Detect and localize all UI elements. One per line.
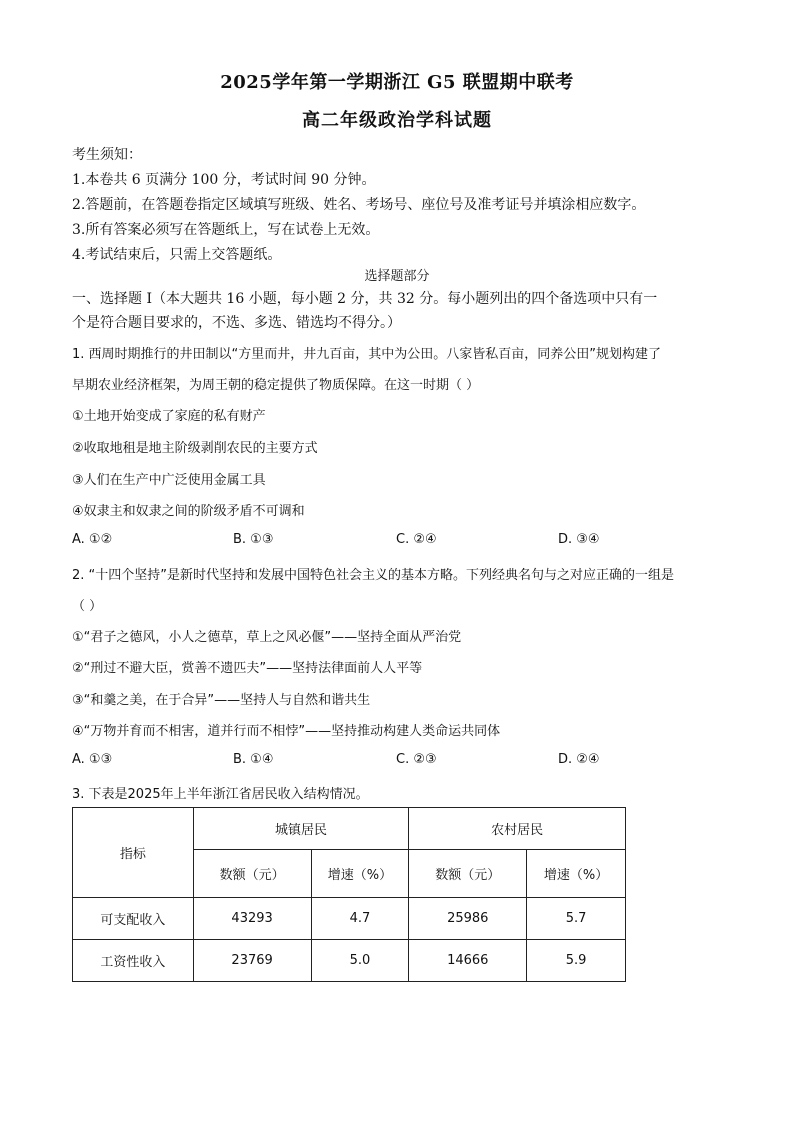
q1-option-a[interactable]: A. ①② [72,532,113,547]
table-cell: 23769 [193,940,311,982]
part-intro-line2: 个是符合题目要求的，不选、多选、错选均不得分。） [72,315,401,331]
table-cell: 43293 [193,898,311,940]
q1-statement-1: ①土地开始变成了家庭的私有财产 [72,409,266,424]
table-cell: 5.0 [311,940,409,982]
table-group-header-rural: 农村居民 [409,808,626,850]
table-cell: 25986 [409,898,527,940]
q2-options [72,752,722,770]
q1-statement-2: ②收取地租是地主阶级剥削农民的主要方式 [72,441,318,456]
table-group-header-urban: 城镇居民 [193,808,409,850]
table-row [73,940,626,982]
q1-stem-line1: 1. 西周时期推行的井田制以“方里而井，井九百亩，其中为公田。八家皆私百亩，同养公田”规划构建了 [72,347,662,362]
table-row-label: 工资性收入 [73,940,194,982]
q2-stem-line1: 2. “十四个坚持”是新时代坚持和发展中国特色社会主义的基本方略。下列经典名句与之对应正确的一组是 [72,568,675,583]
income-table [72,807,626,982]
table-row-label: 可支配收入 [73,898,194,940]
table-row [73,898,626,940]
table-subheader: 增速（%） [527,850,626,898]
table-corner-cell: 指标 [73,808,194,898]
q2-option-c[interactable]: C. ②③ [396,752,437,767]
exam-subtitle: 高二年级政治学科试题 [302,110,492,131]
table-subheader: 数额（元） [409,850,527,898]
q3-stem: 3. 下表是2025年上半年浙江省居民收入结构情况。 [72,787,369,802]
q2-statement-1: ①“君子之德风，小人之德草，草上之风必偃”——坚持全面从严治党 [72,630,462,645]
q2-statement-2: ②“刑过不避大臣，赏善不遗匹夫”——坚持法律面前人人平等 [72,661,423,676]
q2-statement-3: ③“和羹之美，在于合异”——坚持人与自然和谐共生 [72,693,371,708]
table-cell: 4.7 [311,898,409,940]
q1-option-c[interactable]: C. ②④ [396,532,437,547]
q2-option-d[interactable]: D. ②④ [558,752,600,767]
q2-stem-line2: （ ） [72,599,103,614]
part-intro-line1: 一、选择题 I（本大题共 16 小题，每小题 2 分，共 32 分。每小题列出的四个备选项中只有一 [72,291,658,307]
table-subheader: 数额（元） [193,850,311,898]
table-header-row [73,808,626,850]
q1-statement-4: ④奴隶主和奴隶之间的阶级矛盾不可调和 [72,504,305,519]
section-title: 选择题部分 [364,269,430,284]
q1-option-d[interactable]: D. ③④ [558,532,600,547]
exam-title: 2025学年第一学期浙江 G5 联盟期中联考 [220,72,574,93]
q1-options [72,532,722,550]
q1-statement-3: ③人们在生产中广泛使用金属工具 [72,473,266,488]
q2-option-a[interactable]: A. ①③ [72,752,113,767]
notice-item-4: 4.考试结束后，只需上交答题纸。 [72,247,282,263]
notice-item-2: 2.答题前，在答题卷指定区域填写班级、姓名、考场号、座位号及准考证号并填涂相应数字。 [72,197,646,213]
table-cell: 5.7 [527,898,626,940]
q2-statement-4: ④“万物并育而不相害，道并行而不相悖”——坚持推动构建人类命运共同体 [72,724,501,739]
q1-option-b[interactable]: B. ①③ [233,532,274,547]
notice-heading: 考生须知： [72,147,142,163]
table-cell: 5.9 [527,940,626,982]
notice-item-3: 3.所有答案必须写在答题纸上，写在试卷上无效。 [72,222,380,238]
q2-option-b[interactable]: B. ①④ [233,752,274,767]
table-subheader: 增速（%） [311,850,409,898]
notice-item-1: 1.本卷共 6 页满分 100 分，考试时间 90 分钟。 [72,172,376,188]
table-cell: 14666 [409,940,527,982]
q1-stem-line2: 早期农业经济框架，为周王朝的稳定提供了物质保障。在这一时期（ ） [72,378,480,393]
